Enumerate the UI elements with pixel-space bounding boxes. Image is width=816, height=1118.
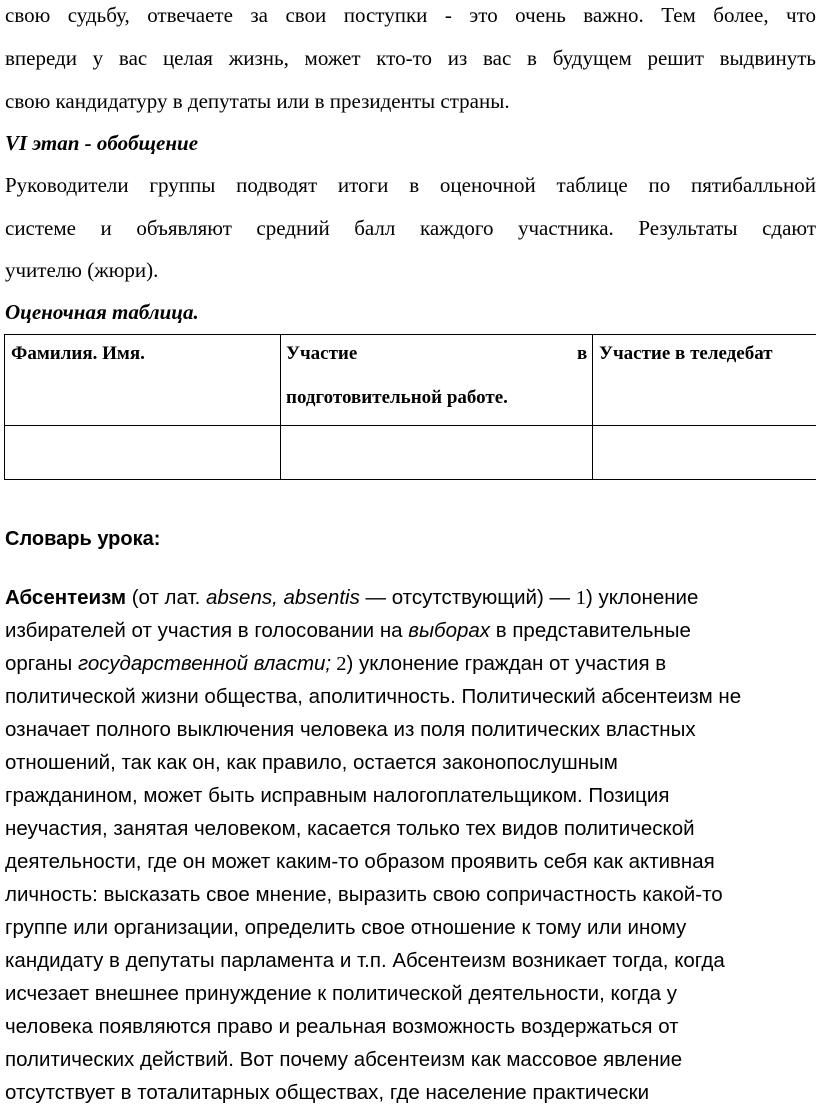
table-header-prep-line2: подготовительной работе.: [286, 387, 508, 408]
intro-line-2: впереди у вас целая жизнь, может кто-то из вас в будущем решит выдвинуть: [5, 46, 816, 70]
vocab-line-15: политических действий. Вот почему абсентеизм как массовое явление: [5, 1048, 683, 1071]
vocab-link-state-power: государственной власти;: [77, 652, 332, 675]
vocab-line-12: кандидату в депутаты парламента и т.п. Абсентеизм возникает тогда, когда: [5, 949, 725, 972]
vocab-heading: Словарь урока:: [5, 528, 161, 550]
vocab-text: органы: [5, 652, 78, 675]
vocab-text: избирателей от участия в голосовании на: [5, 619, 409, 642]
vocab-latin: absens, absentis: [205, 586, 360, 609]
table-header-prep-line1-right: в: [577, 343, 588, 364]
vocab-line-7: гражданином, может быть исправным налогоплательщиком. Позиция: [5, 784, 670, 807]
vocab-text: ) уклонение граждан от участия в: [346, 652, 667, 675]
table-cell-prep: [281, 426, 592, 479]
table-title: Оценочная таблица.: [5, 300, 199, 324]
vocab-text: в представительные: [490, 619, 691, 642]
vocab-line-4: политической жизни общества, аполитичность. Политический абсентеизм не: [5, 685, 742, 708]
vocab-line-13: исчезает внешнее принуждение к политической деятельности, когда у: [5, 982, 677, 1005]
intro-line-3: свою кандидатуру в депутаты или в президенты страны.: [5, 89, 510, 113]
table-cell-name: [5, 426, 280, 479]
stage-line-3: учителю (жюри).: [5, 258, 159, 282]
vocab-line-2: [5, 618, 691, 644]
vocab-link-elections: выборах: [408, 619, 491, 642]
vocab-text: ) уклонение: [585, 586, 699, 609]
vocab-line-8: неучастия, занятая человеком, касается только тех видов политической: [5, 817, 695, 840]
table-border-bottom: [4, 479, 816, 480]
vocab-line-9: деятельности, где он может каким-то образом проявить себя как активная: [5, 850, 715, 873]
vocab-line-1: [5, 585, 698, 611]
vocab-number: 2: [331, 653, 347, 675]
table-header-name: Фамилия. Имя.: [11, 343, 145, 364]
stage-heading: VI этап - обобщение: [5, 131, 199, 155]
vocab-term: Абсентеизм: [5, 586, 126, 609]
intro-line-1: свою судьбу, отвечаете за свои поступки - это очень важно. Тем более, что: [5, 3, 816, 27]
vocab-line-6: отношений, так как он, как правило, остается законопослушным: [5, 751, 618, 774]
stage-line-1: Руководители группы подводят итоги в оценочной таблице по пятибалльной: [5, 173, 816, 197]
stage-line-2: системе и объявляют средний балл каждого участника. Результаты сдают: [5, 216, 816, 240]
vocab-text: — отсутствующий) —: [359, 586, 576, 609]
table-header-prep-line1-left: Участие: [286, 343, 358, 364]
vocab-line-5: означает полного выключения человека из поля политических властных: [5, 718, 696, 741]
vocab-line-3: [5, 651, 666, 677]
vocab-text: (от лат.: [126, 586, 206, 609]
table-header-debate: Участие в теледебат: [599, 343, 773, 364]
vocab-line-16: отсутствует в тоталитарных обществах, где население практически: [5, 1081, 650, 1104]
vocab-number: 1: [575, 587, 586, 609]
vocab-line-10: личность: высказать свое мнение, выразить свою сопричастность какой-то: [5, 883, 723, 906]
vocab-line-14: человека появляются право и реальная возможность воздержаться от: [5, 1015, 679, 1038]
vocab-line-11: группе или организации, определить свое отношение к тому или иному: [5, 916, 687, 939]
table-border-top: [4, 334, 816, 335]
table-cell-debate: [593, 426, 816, 479]
